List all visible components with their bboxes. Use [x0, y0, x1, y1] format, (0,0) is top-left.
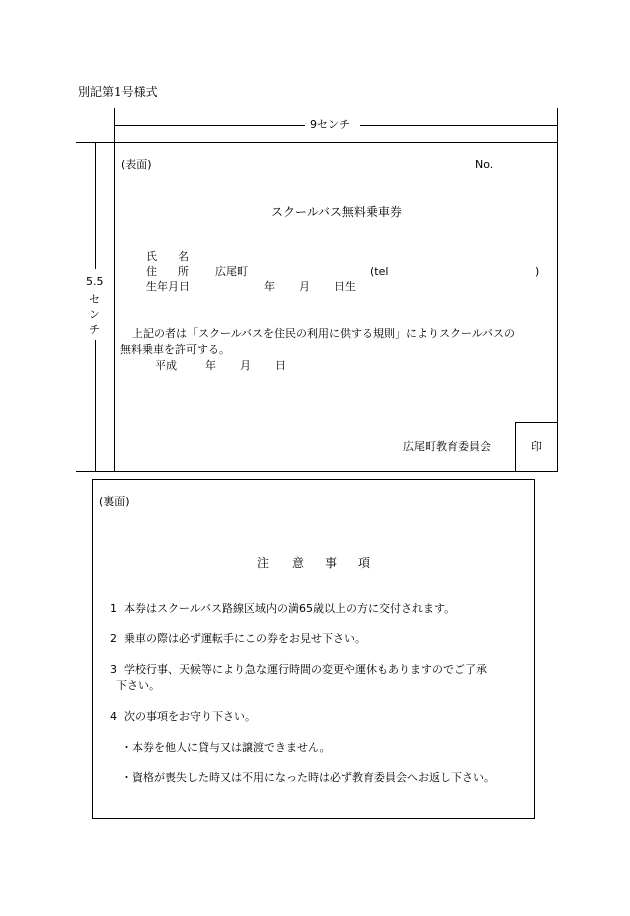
height-dim-line-top [95, 142, 96, 269]
height-dim-char: チ [89, 323, 100, 336]
notes-heading-char: 事 [325, 556, 338, 570]
notice-text: 本券はスクールバス路線区域内の満65歳以上の方に交付されます。 [124, 602, 456, 615]
name-label-char: 氏 [146, 250, 157, 263]
tel-close: ) [535, 265, 540, 278]
address-label-char: 住 [146, 265, 157, 278]
notice-number: 3 [110, 663, 117, 676]
notice-number: 4 [110, 710, 117, 723]
notice-number: 2 [110, 632, 117, 645]
width-dim-line-left [115, 125, 305, 126]
issue-date-month: 月 [240, 359, 251, 372]
front-card-left-border [114, 142, 115, 472]
ticket-title: スクールバス無料乗車券 [271, 205, 402, 219]
issue-date-year: 年 [205, 359, 216, 372]
back-side-label: (裏面) [99, 495, 130, 508]
width-dim-label: 9センチ [310, 118, 350, 131]
notice-number: 1 [110, 602, 117, 615]
permission-text-line2: 無料乗車を許可する。 [120, 343, 230, 356]
notice-text: 学校行事、天候等により急な運行時間の変更や運休もありますのでご了承 [124, 663, 487, 676]
tel-open: (tel [370, 265, 389, 278]
address-value: 広尾町 [215, 265, 248, 278]
birth-year-label: 年 [264, 280, 275, 293]
seal-box-top-border [515, 422, 558, 423]
permission-text-line1: 上記の者は「スクールバスを住民の利用に供する規則」によりスクールバスの [132, 327, 516, 340]
height-dim-line-bottom [95, 340, 96, 471]
front-side-label: (表面) [121, 158, 152, 171]
notice-text: 乗車の際は必ず運転手にこの券をお見せ下さい。 [124, 632, 366, 645]
issue-date-era: 平成 [155, 359, 177, 372]
number-label: No. [475, 158, 494, 171]
height-dim-char: ン [89, 308, 100, 321]
seal-box-left-border [515, 422, 516, 472]
notice-text-continued: 下さい。 [116, 679, 160, 692]
notice-text: 次の事項をお守り下さい。 [124, 710, 256, 723]
rule-bullet: ・本券を他人に貸与又は譲渡できません。 [121, 741, 331, 754]
form-label: 別記第1号様式 [78, 85, 158, 99]
notes-heading-char: 項 [358, 556, 371, 570]
issuer-name: 広尾町教育委員会 [403, 440, 491, 453]
birth-month-label: 月 [299, 280, 310, 293]
birth-day-label: 日生 [334, 280, 356, 293]
name-label-char: 名 [178, 250, 189, 263]
seal-label: 印 [531, 440, 542, 453]
issue-date-day: 日 [275, 359, 286, 372]
rule-bullet: ・資格が喪失した時又は不用になった時は必ず教育委員会へお返し下さい。 [121, 771, 495, 784]
front-card-top-border [76, 142, 558, 143]
back-card [92, 479, 535, 819]
notes-heading-char: 意 [292, 556, 305, 570]
height-dim-number: 5.5 [86, 275, 104, 288]
birth-label: 生年月日 [146, 280, 190, 293]
front-card-bottom-border [76, 471, 558, 472]
width-dim-line-right [360, 125, 557, 126]
address-label-char: 所 [178, 265, 189, 278]
height-dim-char: セ [89, 293, 100, 306]
width-dim-right-tick [557, 108, 558, 142]
notes-heading-char: 注 [257, 556, 270, 570]
